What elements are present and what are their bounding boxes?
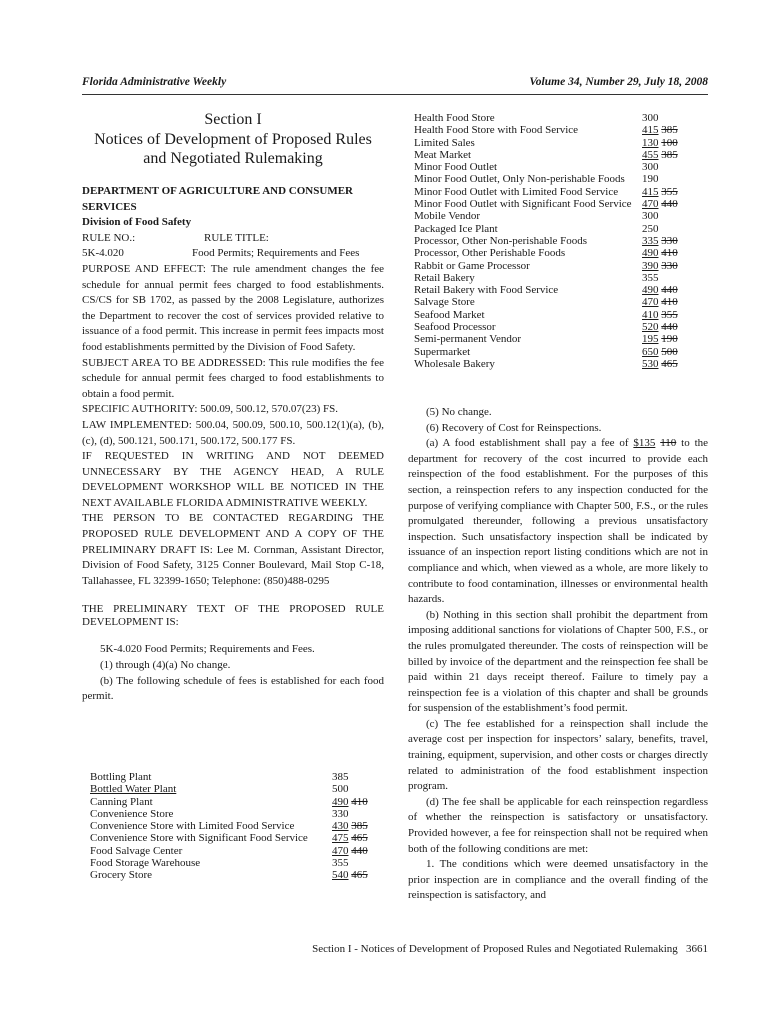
fee-value: [328, 796, 372, 808]
fee-new-amount: 540: [332, 869, 349, 882]
fee-old-amount: 440: [661, 198, 678, 211]
fee-old-amount: 385: [661, 124, 678, 137]
fee-value: [638, 260, 708, 272]
fee-value: [638, 296, 708, 308]
paragraph-a-old-fee: 110: [660, 437, 677, 450]
fee-row: [414, 284, 708, 296]
fee-old-amount: 330: [661, 234, 678, 247]
fee-name: Convenience Store with Significant Food Service: [90, 832, 308, 845]
paragraph-1: 1. The conditions which were deemed unsatisfactory in the prior inspection are in compliance and the overall finding of the reinspection is satisfactory, and: [408, 858, 708, 902]
fee-name: Semi-permanent Vendor: [414, 333, 522, 346]
fee-new-amount: 530: [642, 357, 659, 370]
fee-new-amount: 300: [642, 210, 659, 223]
fee-old-amount: 440: [661, 284, 678, 297]
fee-value: [328, 869, 372, 881]
fee-name: Health Food Store: [414, 112, 495, 124]
fee-value: [638, 346, 708, 358]
paragraph-a-post: to the department for recovery of the cost incurred to provide each reinspection of the food establishment. For the purposes of this section, a reinspection refers to any inspection conducted for the purpose of verifying compliance with Chapter 500, F.S., or the rules promulgated thereunder, following a previous unsatisfactory inspection. Such unsatisfactory inspection shall be indicated by issuance of an inspection report listing conditions which are not in compliance and which, when viewed as a whole, are more likely to contribute to food contamination, illnesses or environmental health hazards.: [408, 437, 709, 606]
fee-new-amount: 415: [642, 185, 659, 198]
fee-name: Rabbit or Game Processor: [414, 259, 530, 272]
fee-new-amount: 470: [642, 296, 659, 309]
fee-name: Processor, Other Perishable Foods: [414, 247, 566, 260]
fee-old-amount: 355: [661, 185, 678, 198]
fee-value: [328, 808, 372, 820]
fee-name: Convenience Store: [90, 807, 174, 820]
fee-old-amount: 410: [351, 795, 368, 808]
fee-value: [638, 210, 708, 222]
fee-name: Bottling Plant: [90, 771, 152, 783]
fee-row: [414, 260, 708, 272]
fee-name: Retail Bakery with Food Service: [414, 284, 559, 297]
fee-row: [414, 161, 708, 173]
fee-new-amount: 475: [332, 832, 349, 845]
rule-heading: 5K-4.020 Food Permits; Requirements and Fees.: [100, 643, 315, 656]
publication-title: Florida Administrative Weekly: [82, 76, 227, 88]
fee-old-amount: 190: [661, 333, 678, 346]
fee-table-right-grid: [414, 112, 708, 370]
fee-new-amount: 490: [642, 284, 659, 297]
fee-row: [414, 112, 708, 124]
preliminary-heading: THE PRELIMINARY TEXT OF THE PROPOSED RULE DEVELOPMENT IS:: [82, 603, 384, 628]
fee-new-amount: 190: [642, 173, 659, 186]
fee-row: [90, 820, 372, 832]
contact-paragraph: THE PERSON TO BE CONTACTED REGARDING THE PROPOSED RULE DEVELOPMENT AND A COPY OF THE PRELIMINARY DRAFT IS: Lee M. Cornman, Assistant Director, Division of Food Safety, 3125 Conner Boulevard, Mail Stop C-18, Tallahassee, FL 32399-1650; Telephone: (850)488-0295: [82, 512, 384, 587]
page-footer: Section I - Notices of Development of Proposed Rules and Negotiated Rulemaking 3661: [312, 943, 708, 955]
fee-row: [414, 210, 708, 222]
fee-name: Limited Sales: [414, 136, 475, 149]
fee-name: Food Salvage Center: [90, 844, 183, 857]
rule-title-text: Food Permits; Requirements and Fees: [192, 247, 360, 260]
fee-row: [414, 235, 708, 247]
fee-row: [414, 296, 708, 308]
law-paragraph: LAW IMPLEMENTED: 500.04, 500.09, 500.10, 500.12(1)(a), (b), (c), (d), 500.121, 500.171, 500.172, 500.177 FS.: [82, 418, 384, 447]
fee-table-right: [414, 112, 708, 370]
fee-name: Minor Food Outlet, Only Non-perishable Foods: [414, 173, 625, 186]
fee-old-amount: 385: [351, 820, 368, 833]
paragraph-a: [408, 436, 708, 608]
rule-no-value: 5K-4.020: [82, 247, 124, 260]
department-name: DEPARTMENT OF AGRICULTURE AND CONSUMER SERVICES: [82, 185, 353, 213]
paragraph-a-new-fee: $135: [633, 437, 656, 450]
fee-name: Wholesale Bakery: [414, 357, 495, 370]
workshop-paragraph: IF REQUESTED IN WRITING AND NOT DEEMED UNNECESSARY BY THE AGENCY HEAD, A RULE DEVELOPMENT WORKSHOP WILL BE NOTICED IN THE NEXT AVAILABLE FLORIDA ADMINISTRATIVE WEEKLY.: [82, 450, 384, 509]
fee-old-amount: 410: [661, 247, 678, 260]
fee-old-amount: 330: [661, 259, 678, 272]
fee-value: [328, 845, 372, 857]
fee-new-amount: 250: [642, 222, 659, 235]
header-divider: [82, 94, 708, 95]
fee-new-amount: 385: [332, 771, 349, 783]
fee-value: [638, 198, 708, 210]
fee-value: [638, 149, 708, 161]
fee-name: Seafood Processor: [414, 321, 496, 334]
fee-row: [414, 198, 708, 210]
fee-row: [90, 869, 372, 881]
fee-name: Salvage Store: [414, 296, 475, 309]
fee-old-amount: 465: [351, 832, 368, 845]
subsection-b: (b) The following schedule of fees is established for each food permit.: [82, 674, 384, 703]
fee-value: [328, 771, 372, 783]
fee-name: Bottled Water Plant: [90, 783, 177, 796]
fee-row: [414, 358, 708, 370]
fee-value: [638, 272, 708, 284]
subsection-5: (5) No change.: [426, 406, 492, 418]
section-title-line-3: and Negotiated Rulemaking: [143, 150, 323, 167]
fee-row: [414, 173, 708, 185]
fee-row: [90, 771, 372, 783]
fee-new-amount: 195: [642, 333, 659, 346]
authority-paragraph: SPECIFIC AUTHORITY: 500.09, 500.12, 570.07(23) FS.: [82, 403, 338, 416]
fee-row: [414, 247, 708, 259]
fee-new-amount: 650: [642, 345, 659, 358]
fee-new-amount: 430: [332, 820, 349, 833]
fee-new-amount: 355: [332, 857, 349, 870]
fee-new-amount: 470: [332, 844, 349, 857]
fee-table-left-grid: [90, 771, 372, 882]
fee-row: [414, 124, 708, 136]
paragraph-d: (d) The fee shall be applicable for each reinspection regardless of whether the reinspection is satisfactory or unsatisfactory. Provided however, a fee for reinspection shall not be required when both of the following conditions are met:: [408, 795, 708, 855]
fee-value: [638, 358, 708, 370]
rule-title-value: [192, 246, 377, 262]
subject-paragraph: SUBJECT AREA TO BE ADDRESSED: This rule modifies the fee schedule for annual permit fees charged to food establishments to obtain a food permit.: [82, 356, 384, 400]
section-title-line-1: Section I: [204, 111, 262, 128]
fee-new-amount: 500: [332, 783, 349, 796]
fee-old-amount: 355: [661, 308, 678, 321]
fee-row: [90, 845, 372, 857]
fee-name: Convenience Store with Limited Food Service: [90, 820, 295, 833]
fee-old-amount: 440: [351, 844, 368, 857]
fee-value: [328, 832, 372, 844]
fee-name: Retail Bakery: [414, 271, 475, 284]
fee-row: [414, 149, 708, 161]
fee-value: [638, 333, 708, 345]
fee-row: [90, 783, 372, 795]
fee-value: [638, 309, 708, 321]
fee-row: [414, 321, 708, 333]
fee-new-amount: 455: [642, 148, 659, 161]
fee-name: Grocery Store: [90, 869, 153, 882]
fee-row: [414, 186, 708, 198]
volume-info: Volume 34, Number 29, July 18, 2008: [529, 76, 708, 88]
fee-new-amount: 300: [642, 112, 659, 124]
fee-new-amount: 335: [642, 234, 659, 247]
fee-value: [638, 247, 708, 259]
fee-new-amount: 300: [642, 161, 659, 174]
fee-value: [638, 112, 708, 124]
fee-value: [638, 223, 708, 235]
fee-name: Seafood Market: [414, 308, 485, 321]
fee-new-amount: 490: [332, 795, 349, 808]
left-column: [82, 184, 384, 705]
section-title: [82, 110, 384, 169]
fee-old-amount: 440: [661, 321, 678, 334]
rule-value-row: [82, 246, 384, 262]
fee-old-amount: 465: [661, 357, 678, 370]
fee-new-amount: 520: [642, 321, 659, 334]
fee-new-amount: 410: [642, 308, 659, 321]
fee-value: [638, 161, 708, 173]
fee-value: [638, 321, 708, 333]
fee-value: [328, 857, 372, 869]
rule-no-label: RULE NO.:: [82, 231, 136, 244]
subsection-1: (1) through (4)(a) No change.: [100, 659, 231, 672]
fee-name: Canning Plant: [90, 795, 153, 808]
fee-row: [414, 223, 708, 235]
fee-name: Minor Food Outlet with Significant Food Service: [414, 198, 632, 211]
fee-name: Food Storage Warehouse: [90, 857, 201, 870]
right-column: [408, 405, 708, 904]
fee-name: Meat Market: [414, 148, 472, 161]
fee-new-amount: 415: [642, 124, 659, 137]
fee-old-amount: 100: [661, 136, 678, 149]
division-name: Division of Food Safety: [82, 216, 192, 229]
paragraph-a-pre: (a) A food establishment shall pay a fee of: [426, 437, 634, 450]
fee-row: [90, 808, 372, 820]
fee-name: Processor, Other Non-perishable Foods: [414, 234, 588, 247]
purpose-paragraph: PURPOSE AND EFFECT: The rule amendment changes the fee schedule for annual permit fees charged to food establishments. CS/CS for SB 1702, as passed by the 2008 Legislature, authorizes the Department to recover the cost of services provided relative to issuance of a food permit. This increase in permit fees impacts most food establishments permitted by the Division of Food Safety.: [82, 262, 384, 353]
rule-header-row: [82, 231, 384, 247]
fee-value: [638, 137, 708, 149]
fee-row: [90, 796, 372, 808]
fee-new-amount: 390: [642, 259, 659, 272]
fee-name: Minor Food Outlet: [414, 161, 498, 174]
fee-name: Packaged Ice Plant: [414, 222, 498, 235]
fee-old-amount: 410: [661, 296, 678, 309]
fee-new-amount: 490: [642, 247, 659, 260]
fee-new-amount: 330: [332, 807, 349, 820]
fee-name: Mobile Vendor: [414, 210, 481, 223]
section-title-line-2: Notices of Development of Proposed Rules: [94, 130, 372, 148]
fee-value: [638, 124, 708, 136]
fee-value: [328, 820, 372, 832]
fee-row: [414, 309, 708, 321]
fee-name: Health Food Store with Food Service: [414, 124, 579, 137]
fee-row: [90, 857, 372, 869]
fee-table-left: [90, 771, 372, 882]
rule-title-label: RULE TITLE:: [204, 231, 269, 244]
fee-row: [414, 272, 708, 284]
paragraph-b: (b) Nothing in this section shall prohibit the department from imposing additional sanctions for violations of Chapter 500, F.S., or the rules promulgated thereunder. The costs of reinspection will be billed by invoice of the department and the reinspection fee shall be paid within 21 days receipt thereof. Failure to timely pay a reinspection fee is a violation of this chapter and shall be grounds for suspension of the establishment’s food permit.: [408, 608, 708, 715]
fee-value: [638, 173, 708, 185]
paragraph-c: (c) The fee established for a reinspection shall include the average cost per inspection for inspectors’ salary, benefits, travel, training, equipment, supervision, and other costs or charges directly related to administration of the food establishment inspection program.: [408, 717, 708, 793]
fee-row: [414, 333, 708, 345]
fee-row: [414, 346, 708, 358]
fee-row: [414, 137, 708, 149]
fee-value: [638, 235, 708, 247]
fee-name: Minor Food Outlet with Limited Food Service: [414, 185, 619, 198]
fee-old-amount: 500: [661, 345, 678, 358]
fee-name: Supermarket: [414, 345, 471, 358]
fee-new-amount: 130: [642, 136, 659, 149]
fee-old-amount: 385: [661, 148, 678, 161]
subsection-6: (6) Recovery of Cost for Reinspections.: [426, 421, 602, 434]
fee-value: [328, 783, 372, 795]
fee-value: [638, 284, 708, 296]
fee-new-amount: 355: [642, 271, 659, 284]
fee-old-amount: 465: [351, 869, 368, 882]
fee-value: [638, 186, 708, 198]
fee-new-amount: 470: [642, 198, 659, 211]
fee-row: [90, 832, 372, 844]
